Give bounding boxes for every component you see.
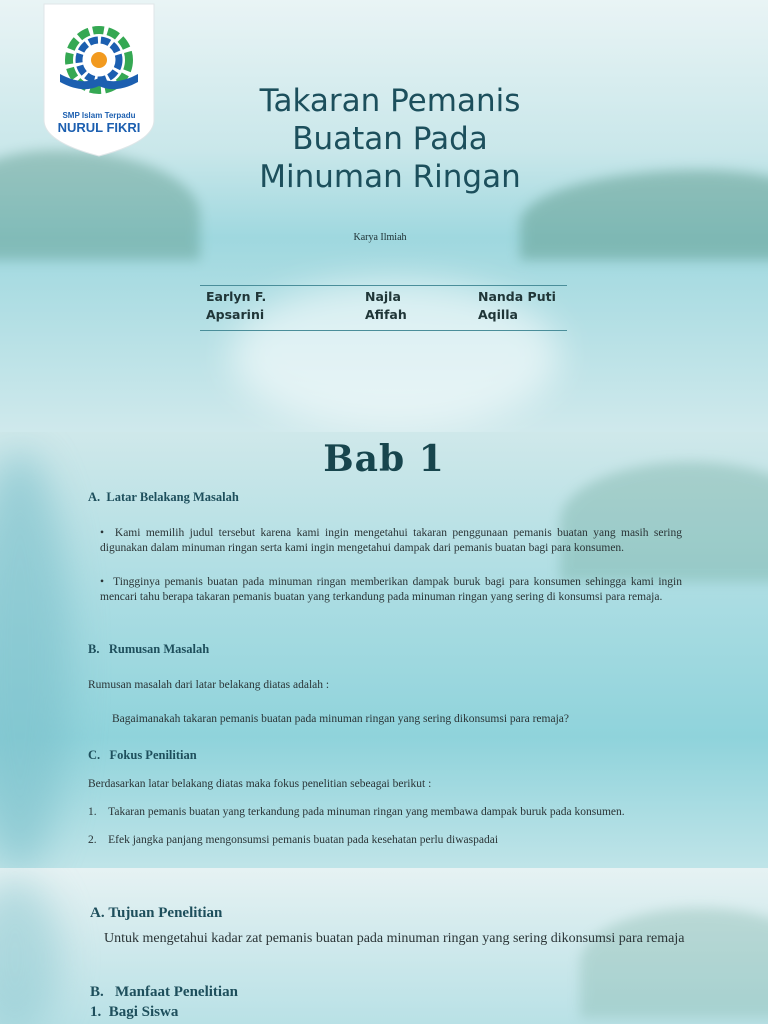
school-logo [42, 2, 156, 158]
focus-item-1 [88, 805, 625, 820]
author-3-line1: Nanda Puti [478, 289, 556, 304]
section-b-question: Bagaimanakah takaran pemanis buatan pada minuman ringan yang sering dikonsumsi para remaja? [112, 713, 569, 725]
tujuan-text: Untuk mengetahui kadar zat pemanis buatan pada minuman ringan yang sering dikonsumsi para remaja [104, 931, 685, 946]
section-b-title: Rumusan Masalah [108, 642, 210, 656]
section-b-intro: Rumusan masalah dari latar belakang diatas adalah : [88, 679, 330, 691]
bullet-dot: • [100, 576, 114, 588]
focus-item-1-text: Takaran pemanis buatan yang terkandung pada minuman ringan yang membawa dampak buruk pada konsumen. [108, 806, 625, 818]
author-1-line1: Earlyn F. [206, 289, 267, 304]
manfaat-label: B. [90, 984, 104, 1000]
bullet-1 [100, 526, 682, 556]
presentation-title [210, 82, 570, 196]
title-line-1: Takaran Pemanis [259, 83, 521, 119]
bullet-2-text: Tingginya pemanis buatan pada minuman ringan memberikan dampak buruk bagi para konsumen sehingga kami ingin mencari tahu berapa takaran pemanis buatan yang terkandung pada minuman ringan yang sering di konsumsi para remaja. [100, 576, 682, 603]
manfaat-item-1-num: 1. [90, 1004, 102, 1020]
author-table [200, 285, 567, 331]
focus-item-2 [88, 833, 498, 848]
slide-title [0, 0, 768, 432]
author-2 [365, 288, 475, 324]
manfaat-title: Manfaat Penelitian [115, 984, 238, 1000]
section-b-label: B. [88, 642, 100, 656]
tujuan-label: A. [90, 905, 105, 921]
slide-tujuan [0, 868, 768, 1024]
section-a-label: A. [88, 490, 101, 504]
section-a-title: Latar Belakang Masalah [106, 490, 239, 504]
bullet-dot: • [100, 527, 115, 539]
focus-item-1-num: 1. [88, 806, 97, 818]
author-1-line2: Apsarini [206, 307, 265, 322]
author-3-line2: Aqilla [478, 307, 518, 322]
manfaat-heading [90, 984, 238, 1001]
slide-bab-1 [0, 432, 768, 868]
manfaat-item-1-text: Bagi Siswa [108, 1004, 179, 1020]
logo-school-line: SMP Islam Terpadu [62, 111, 136, 120]
author-2-line1: Najla [365, 289, 401, 304]
author-1 [206, 288, 316, 324]
section-a-heading [88, 490, 239, 505]
tujuan-title: Tujuan Penelitian [108, 905, 223, 921]
section-c-title: Fokus Penilitian [109, 748, 197, 762]
manfaat-item-1 [90, 1004, 178, 1021]
chapter-heading: Bab 1 [323, 438, 445, 480]
title-line-2: Buatan Pada [292, 121, 488, 157]
bullet-1-text: Kami memilih judul tersebut karena kami ingin mengetahui takaran penggunaan pemanis buatan yang masih sering digunakan dalam minuman ringan serta kami ingin mengetahui dampak dari pemanis buatan bagi para konsumen. [100, 527, 683, 554]
author-3 [478, 288, 588, 324]
title-line-3: Minuman Ringan [259, 159, 521, 195]
section-c-label: C. [88, 748, 101, 762]
tujuan-heading [90, 905, 222, 922]
focus-item-2-text: Efek jangka panjang mengonsumsi pemanis buatan pada kesehatan perlu diwaspadai [108, 834, 499, 846]
focus-item-2-num: 2. [88, 834, 97, 846]
author-2-line2: Afifah [365, 307, 407, 322]
section-c-intro: Berdasarkan latar belakang diatas maka fokus penelitian sebeagai berikut : [88, 778, 432, 790]
section-b-heading [88, 642, 209, 657]
logo-school-name: NURUL FIKRI [57, 120, 141, 135]
subtitle: Karya Ilmiah [353, 232, 407, 243]
section-c-heading [88, 748, 197, 763]
bullet-2 [100, 575, 682, 605]
